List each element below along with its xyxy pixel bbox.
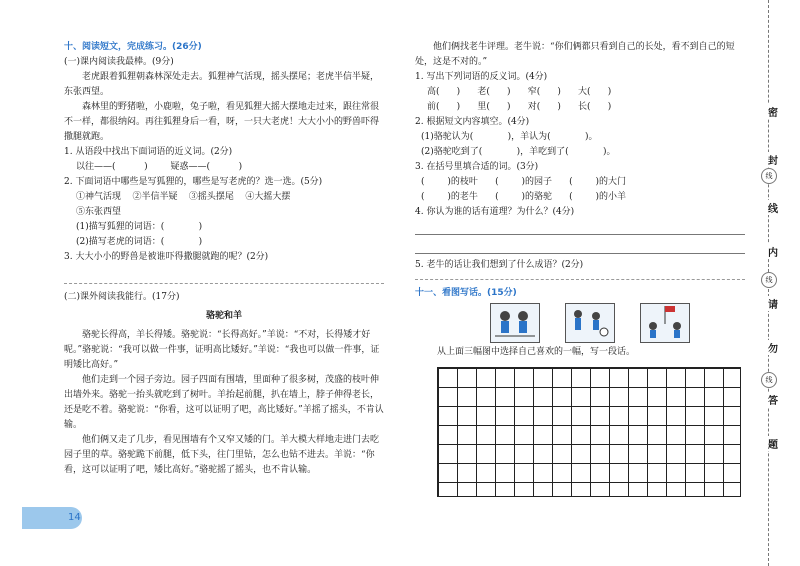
question-3: 3. 大大小小的野兽是被谁吓得撒腿就跑的呢？(2分) [64, 252, 269, 262]
part-1-title: (一)课内阅读我最棒。(9分) [64, 57, 174, 67]
story-paragraph: 他们俩又走了几步，看见围墙有个又窄又矮的门。羊大模大样地走进门去吃园子里的草。骆驼跪下前腿，低下头，往门里钻，怎么也钻不进去。羊说：“你看，这可以证明了吧，矮比高好。”骆驼摇了摇头，也不肯认输。 [64, 435, 380, 475]
story-paragraph: 骆驼长得高，羊长得矮。骆驼说：“长得高好。”羊说：“不对，长得矮才好呢。”骆驼说：“我可以做一件事，证明高比矮好。”羊说：“我也可以做一件事，证明矮比高好。” [64, 330, 380, 370]
divider [415, 279, 745, 280]
question-3-row-2: ( )的老牛 ( )的骆驼 ( )的小羊 [421, 192, 627, 202]
sidebar-char: 封 [758, 152, 788, 167]
page-number: 14 [22, 507, 82, 529]
part-2-title: (二)课外阅读我能行。(17分) [64, 292, 180, 302]
section-10-title: 十、阅读短文，完成练习。(26分) [64, 42, 202, 52]
question-2: 2. 根据短文内容填空。(4分) [415, 117, 530, 127]
writing-grid[interactable] [437, 367, 741, 497]
question-2: 2. 下面词语中哪些是写狐狸的，哪些是写老虎的？选一选。(5分) [64, 177, 323, 187]
sidebar-char: 内 [758, 244, 788, 259]
question-2-b: (2)骆驼吃到了( )，羊吃到了( )。 [421, 147, 616, 157]
question-1: 1. 写出下列词语的反义词。(4分) [415, 72, 548, 82]
story-title: 骆驼和羊 [205, 311, 242, 321]
picture-1-image [490, 303, 540, 343]
question-2-answer-b: (2)描写老虎的词语：( ) [76, 237, 203, 247]
sidebar-char: 请 [758, 296, 788, 311]
passage-paragraph: 老虎跟着狐狸朝森林深处走去。狐狸神气活现，摇头摆尾；老虎半信半疑，东张西望。 [64, 72, 380, 97]
question-5: 5. 老牛的话让我们想到了什么成语？(2分) [415, 260, 584, 270]
question-3-row-1: ( )的枝叶 ( )的园子 ( )的大门 [421, 177, 627, 187]
divider [64, 283, 384, 284]
sidebar-circle: 线 [761, 372, 777, 388]
section-11-title: 十一、看图写话。(15分) [415, 288, 517, 298]
question-2-a: (1)骆驼认为( )，羊认为( )。 [421, 132, 598, 142]
sidebar-char: 密 [758, 104, 788, 119]
writing-prompt: 从上面三幅图中选择自己喜欢的一幅，写一段话。 [437, 347, 636, 357]
picture-strip [490, 303, 720, 343]
sidebar-char: 题 [758, 436, 788, 451]
sidebar-char: 勿 [758, 340, 788, 355]
story-paragraph: 他们走到一个园子旁边。园子四面有围墙，里面种了很多树，茂盛的枝叶伸出墙外来。骆驼一抬头就吃到了树叶。羊抬起前腿，扒在墙上，脖子伸得老长，还是吃不着。骆驼说：“你看，这可以证明了吧，高比矮好。”羊摇了摇头，不肯认输。 [64, 375, 384, 430]
sidebar-circle: 线 [761, 272, 777, 288]
question-4: 4. 你认为谁的话有道理？为什么？(4分) [415, 207, 575, 217]
picture-2-image [565, 303, 615, 343]
question-2-options: ①神气活现 ②半信半疑 ③摇头摆尾 ④大摇大摆 [76, 192, 291, 202]
story-paragraph: 他们俩找老牛评理。老牛说：“你们俩都只看到自己的长处，看不到自己的短处，这是不对的。” [415, 42, 735, 67]
answer-line[interactable] [415, 239, 745, 254]
question-1: 1. 从语段中找出下面词语的近义词。(2分) [64, 147, 233, 157]
left-column [64, 40, 384, 478]
passage-paragraph: 森林里的野猪啦，小鹿啦，兔子啦，看见狐狸大摇大摆地走过来，跟往常很不一样，都很纳闷。再往狐狸身后一看，呀，一只大老虎！大大小小的野兽吓得撒腿就跑。 [64, 102, 380, 142]
question-1-row-2: 前( ) 里( ) 对( ) 长( ) [427, 102, 612, 112]
question-2-answer-a: (1)描写狐狸的词语：( ) [76, 222, 203, 232]
sidebar-circle: 线 [761, 168, 777, 184]
seal-line-sidebar [758, 0, 788, 566]
question-2-option-5: ⑤东张西望 [76, 207, 122, 217]
question-3: 3. 在括号里填合适的词。(3分) [415, 162, 539, 172]
question-1-row-1: 高( ) 老( ) 窄( ) 大( ) [427, 87, 612, 97]
sidebar-char: 线 [758, 200, 788, 215]
answer-line[interactable] [415, 220, 745, 235]
sidebar-char: 答 [758, 392, 788, 407]
picture-3-image [640, 303, 690, 343]
question-1-answer: 以往——( ) 疑惑——( ) [76, 162, 243, 172]
